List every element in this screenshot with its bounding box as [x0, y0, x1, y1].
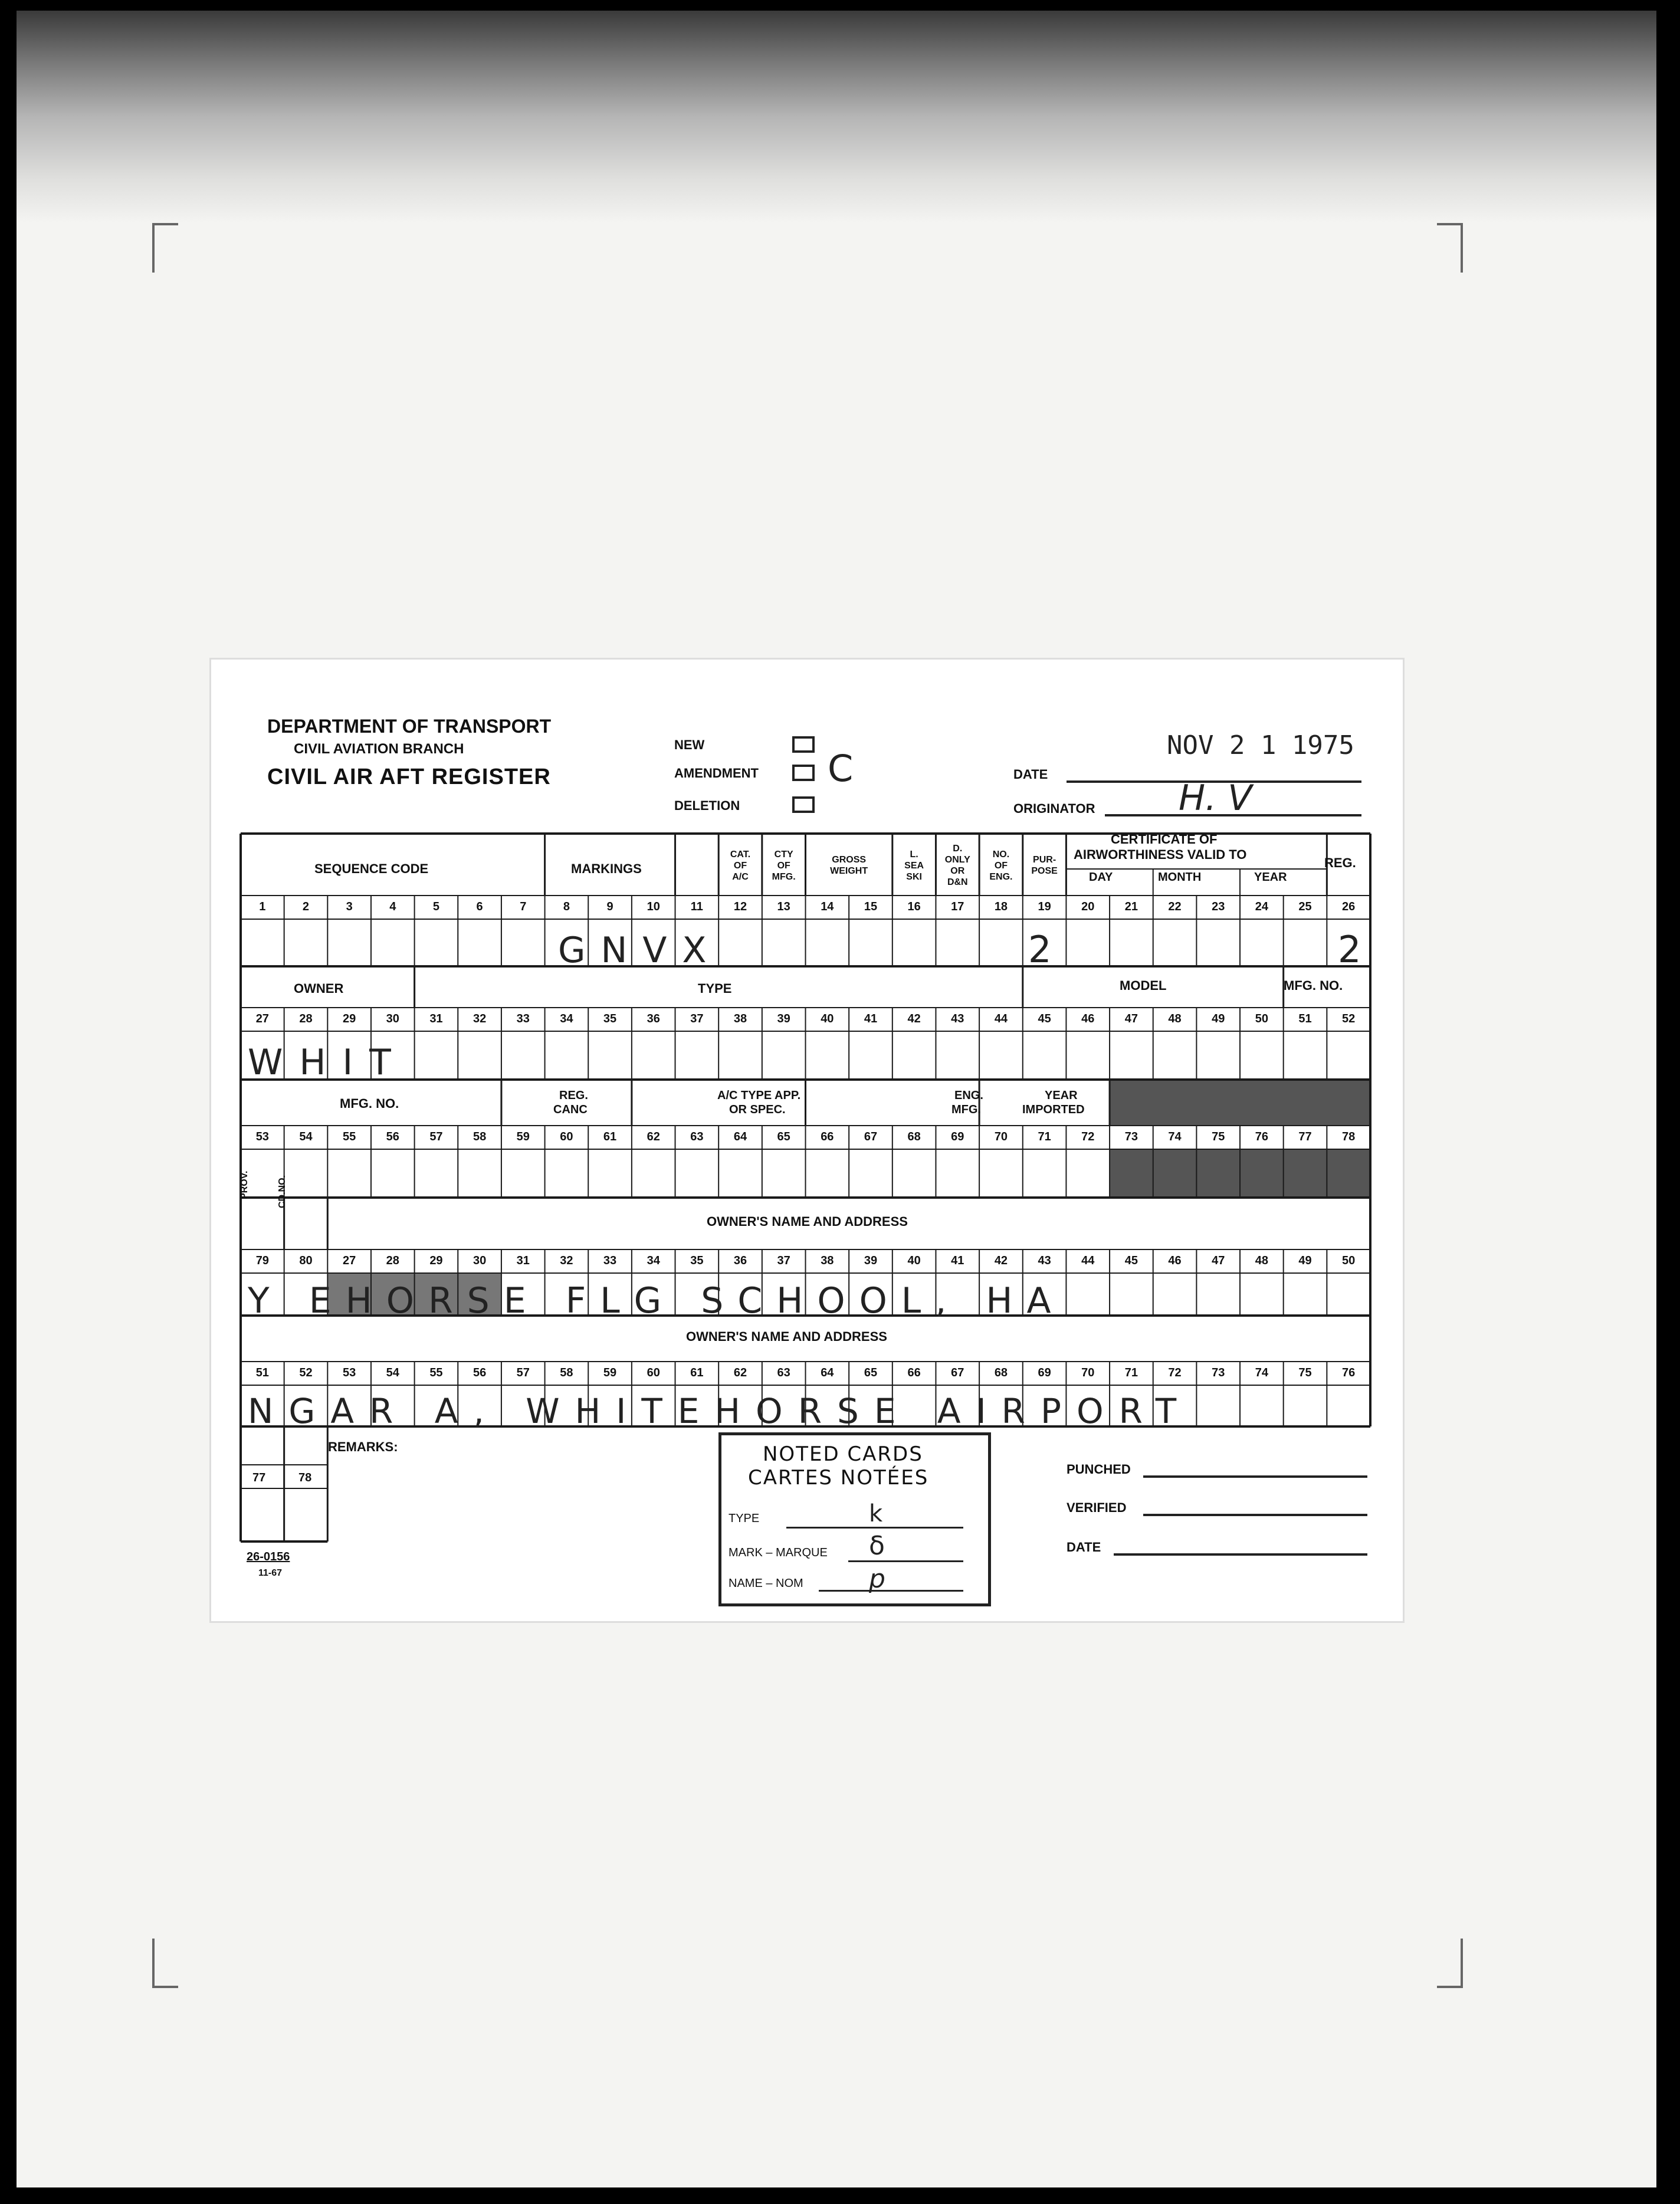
shaded-header-cells	[1110, 1080, 1370, 1126]
row5-col-59: 59	[603, 1366, 617, 1379]
row5-col-70: 70	[1081, 1366, 1095, 1379]
row4-col-42: 42	[994, 1254, 1008, 1267]
row4-col-80: 80	[299, 1254, 313, 1267]
row5-col-69: 69	[1038, 1366, 1051, 1379]
row1-col-10: 10	[647, 900, 660, 913]
registration-card	[211, 660, 1403, 1621]
row1-col-7: 7	[520, 900, 527, 913]
row4-col-49: 49	[1298, 1254, 1312, 1267]
form-number: 26-0156	[247, 1550, 290, 1563]
corner-mark-top-left	[152, 223, 178, 273]
header-no_eng-2: ENG.	[989, 871, 1013, 882]
row1-col-1: 1	[259, 900, 266, 913]
row4-col-34: 34	[647, 1254, 660, 1267]
row1-col-2: 2	[302, 900, 310, 913]
verified-line	[1143, 1514, 1367, 1516]
row5-col-55: 55	[429, 1366, 443, 1379]
row2-col-29: 29	[343, 1012, 356, 1025]
amendment-label: AMENDMENT	[674, 766, 759, 780]
ac-type-header-line2: OR SPEC.	[729, 1103, 786, 1116]
row5-col-74: 74	[1255, 1366, 1268, 1379]
row5-col-53: 53	[343, 1366, 356, 1379]
stamp-mark-value: δ	[869, 1531, 885, 1561]
footer-col-77: 77	[252, 1471, 266, 1484]
footer-date-line	[1114, 1553, 1367, 1556]
stamp-name-value: p	[869, 1564, 885, 1594]
row5-col-68: 68	[994, 1366, 1008, 1379]
row2-col-27: 27	[255, 1012, 269, 1025]
deletion-checkbox[interactable]	[792, 796, 815, 813]
stamp-title-fr: CARTES NOTÉES	[748, 1466, 929, 1490]
stamp-type-value: k	[869, 1500, 883, 1527]
row1-col-17: 17	[951, 900, 964, 913]
row3-col-64: 64	[733, 1130, 747, 1143]
row2-col-46: 46	[1081, 1012, 1095, 1025]
row3-col-70: 70	[994, 1130, 1008, 1143]
row3-col-67: 67	[864, 1130, 878, 1143]
month-header: MONTH	[1158, 871, 1202, 884]
row2-col-42: 42	[907, 1012, 921, 1025]
row3-col-60: 60	[560, 1130, 573, 1143]
row5-col-76: 76	[1342, 1366, 1356, 1379]
header-l_sea-2: SKI	[906, 871, 922, 882]
row4-col-32: 32	[560, 1254, 573, 1267]
row1-col-25: 25	[1298, 900, 1312, 913]
certificate-header-line1: CERTIFICATE OF	[1111, 832, 1218, 847]
owners-name-header-row4: OWNER'S NAME AND ADDRESS	[707, 1214, 908, 1229]
stamp-name-label: NAME – NOM	[729, 1577, 803, 1590]
amendment-checkbox[interactable]	[792, 765, 815, 781]
row3-col-63: 63	[690, 1130, 704, 1143]
stamp-mark-line	[848, 1560, 963, 1562]
row2-col-37: 37	[690, 1012, 704, 1025]
row2-col-36: 36	[647, 1012, 660, 1025]
row5-col-51: 51	[255, 1366, 269, 1379]
row1-col-3: 3	[346, 900, 353, 913]
header-d_only-2: OR	[950, 866, 965, 876]
film-sheet	[17, 11, 1656, 2187]
row1-col-9: 9	[606, 900, 613, 913]
footer-col-78: 78	[298, 1471, 312, 1484]
stamp-name-line	[819, 1590, 963, 1592]
header-d_only-0: D.	[953, 844, 963, 854]
row2-col-44: 44	[994, 1012, 1008, 1025]
row2-col-47: 47	[1124, 1012, 1138, 1025]
prov-header: PROV.	[239, 1170, 250, 1199]
row5-col-73: 73	[1212, 1366, 1225, 1379]
punched-label: PUNCHED	[1067, 1462, 1131, 1477]
row1-col-8: 8	[563, 900, 570, 913]
row4-col-79: 79	[255, 1254, 269, 1267]
row3-col-71: 71	[1038, 1130, 1051, 1143]
row3-col-61: 61	[603, 1130, 617, 1143]
noted-cards-stamp	[718, 1432, 991, 1606]
row2-col-50: 50	[1255, 1012, 1268, 1025]
form-revision: 11-67	[258, 1568, 283, 1578]
header-cat-1: OF	[733, 860, 747, 871]
header-purpose-1: POSE	[1031, 866, 1058, 876]
exposure-band	[17, 11, 1656, 223]
mfg-no-header-row3: MFG. NO.	[340, 1096, 399, 1111]
row3-col-73: 73	[1124, 1130, 1138, 1143]
header-cty-0: CTY	[774, 849, 793, 860]
row4-col-35: 35	[690, 1254, 704, 1267]
row4-col-45: 45	[1124, 1254, 1138, 1267]
row2-col-48: 48	[1168, 1012, 1182, 1025]
header-purpose-0: PUR-	[1033, 855, 1056, 865]
row1-col-19: 19	[1038, 900, 1051, 913]
row2-col-41: 41	[864, 1012, 878, 1025]
row2-col-34: 34	[560, 1012, 573, 1025]
row4-col-29: 29	[429, 1254, 443, 1267]
row3-col-77: 77	[1298, 1130, 1312, 1143]
row5-col-65: 65	[864, 1366, 878, 1379]
owner-address-line1: Y EHORSE FLG SCHOOL, HA	[248, 1280, 1065, 1321]
row5-col-62: 62	[733, 1366, 747, 1379]
row5-col-52: 52	[299, 1366, 313, 1379]
punched-line	[1143, 1475, 1367, 1478]
originator-initials: H. V	[1179, 778, 1252, 819]
eng-mfg-header-line1: ENG.	[954, 1089, 983, 1102]
row1-col-12: 12	[733, 900, 747, 913]
cd-no-header: CD.NO.	[277, 1175, 287, 1208]
row1-col-15: 15	[864, 900, 878, 913]
row2-col-35: 35	[603, 1012, 617, 1025]
row3-col-59: 59	[516, 1130, 530, 1143]
row5-col-66: 66	[907, 1366, 921, 1379]
register-title: CIVIL AIR AFT REGISTER	[267, 765, 551, 789]
row5-col-67: 67	[951, 1366, 964, 1379]
remarks-label: REMARKS:	[328, 1439, 398, 1454]
row5-col-72: 72	[1168, 1366, 1182, 1379]
row5-col-75: 75	[1298, 1366, 1312, 1379]
row1-col-24: 24	[1255, 900, 1268, 913]
department-title: DEPARTMENT OF TRANSPORT	[267, 716, 552, 737]
eng-mfg-header-line2: MFG.	[951, 1103, 981, 1116]
reg-canc-header-line2: CANC	[553, 1103, 588, 1116]
row4-col-31: 31	[516, 1254, 530, 1267]
row2-col-31: 31	[429, 1012, 443, 1025]
row4-col-47: 47	[1212, 1254, 1225, 1267]
row4-col-39: 39	[864, 1254, 878, 1267]
date-stamp: NOV 2 1 1975	[1167, 730, 1354, 760]
row3-col-65: 65	[777, 1130, 790, 1143]
deletion-label: DELETION	[674, 798, 740, 813]
row4-col-50: 50	[1342, 1254, 1356, 1267]
row3-col-68: 68	[907, 1130, 921, 1143]
row3-col-69: 69	[951, 1130, 964, 1143]
header-cat-2: A/C	[732, 871, 749, 882]
row5-col-57: 57	[516, 1366, 530, 1379]
row4-col-46: 46	[1168, 1254, 1182, 1267]
row2-col-40: 40	[821, 1012, 834, 1025]
row4-col-43: 43	[1038, 1254, 1051, 1267]
row3-col-66: 66	[821, 1130, 834, 1143]
row3-col-53: 53	[255, 1130, 269, 1143]
header-d_only-3: D&N	[947, 877, 968, 887]
certificate-header-line2: AIRWORTHINESS VALID TO	[1074, 847, 1247, 862]
date-label: DATE	[1013, 767, 1048, 782]
row1-col-13: 13	[777, 900, 790, 913]
stamp-title-en: NOTED CARDS	[763, 1442, 923, 1466]
amendment-mark: C	[828, 747, 854, 790]
row3-col-54: 54	[299, 1130, 313, 1143]
header-cty-1: OF	[777, 860, 790, 871]
row1-col-6: 6	[476, 900, 483, 913]
row4-col-28: 28	[386, 1254, 399, 1267]
reg-value: 2	[1338, 928, 1361, 971]
row4-col-41: 41	[951, 1254, 964, 1267]
row5-col-64: 64	[821, 1366, 834, 1379]
row2-col-51: 51	[1298, 1012, 1312, 1025]
owner-header: OWNER	[294, 981, 344, 996]
row3-col-72: 72	[1081, 1130, 1095, 1143]
row2-col-28: 28	[299, 1012, 313, 1025]
row4-col-38: 38	[821, 1254, 834, 1267]
header-l_sea-0: L.	[910, 849, 918, 860]
row5-col-60: 60	[647, 1366, 660, 1379]
row4-col-30: 30	[472, 1254, 487, 1267]
stamp-mark-label: MARK – MARQUE	[729, 1546, 828, 1559]
reg-canc-header-line1: REG.	[559, 1089, 588, 1102]
row4-col-44: 44	[1081, 1254, 1095, 1267]
header-gross-1: WEIGHT	[830, 866, 868, 876]
day-header: DAY	[1089, 871, 1113, 884]
new-label: NEW	[674, 737, 705, 752]
markings-value: GNVX	[558, 930, 722, 971]
header-d_only-1: ONLY	[944, 855, 970, 865]
row2-col-45: 45	[1038, 1012, 1051, 1025]
row1-col-26: 26	[1342, 900, 1356, 913]
row5-col-54: 54	[386, 1366, 399, 1379]
row4-col-40: 40	[907, 1254, 921, 1267]
owners-name-header-row5: OWNER'S NAME AND ADDRESS	[686, 1329, 887, 1344]
row4-col-33: 33	[603, 1254, 617, 1267]
ac-type-header-line1: A/C TYPE APP.	[717, 1089, 801, 1102]
owner-value: WHIT	[248, 1042, 408, 1083]
sequence-code-header: SEQUENCE CODE	[314, 861, 429, 876]
row1-col-18: 18	[994, 900, 1008, 913]
stamp-type-label: TYPE	[729, 1512, 760, 1525]
row1-col-21: 21	[1124, 900, 1138, 913]
row3-col-58: 58	[472, 1130, 487, 1143]
row2-col-43: 43	[951, 1012, 964, 1025]
row5-col-63: 63	[777, 1366, 790, 1379]
row1-col-4: 4	[389, 900, 396, 913]
year-imported-line1: YEAR	[1045, 1089, 1078, 1102]
footer-date-label: DATE	[1067, 1540, 1101, 1554]
row3-col-55: 55	[343, 1130, 356, 1143]
row5-col-61: 61	[690, 1366, 704, 1379]
year-imported-line2: IMPORTED	[1022, 1103, 1085, 1116]
row2-col-49: 49	[1212, 1012, 1225, 1025]
row2-col-39: 39	[777, 1012, 790, 1025]
model-header: MODEL	[1120, 978, 1167, 993]
header-l_sea-1: SEA	[904, 860, 924, 871]
row1-col-11: 11	[690, 900, 703, 913]
row4-col-36: 36	[733, 1254, 747, 1267]
row1-col-23: 23	[1212, 900, 1225, 913]
corner-mark-bottom-left	[152, 1939, 178, 1988]
row3-col-78: 78	[1342, 1130, 1356, 1143]
mfg-no-header: MFG. NO.	[1284, 978, 1343, 993]
row2-col-30: 30	[386, 1012, 399, 1025]
owner-address-line2: NGAR A, WHITEHORSE AIRPORT	[248, 1391, 1192, 1431]
row1-col-16: 16	[907, 900, 921, 913]
type-header: TYPE	[698, 981, 732, 996]
branch-title: CIVIL AVIATION BRANCH	[294, 741, 464, 757]
row5-col-71: 71	[1124, 1366, 1138, 1379]
row5-col-58: 58	[560, 1366, 573, 1379]
row5-col-56: 56	[472, 1366, 487, 1379]
row2-col-33: 33	[516, 1012, 530, 1025]
purpose-value: 2	[1028, 928, 1052, 971]
row3-col-75: 75	[1212, 1130, 1225, 1143]
header-no_eng-1: OF	[994, 860, 1008, 871]
row4-col-48: 48	[1255, 1254, 1268, 1267]
reg-header: REG.	[1324, 855, 1356, 870]
header-no_eng-0: NO.	[992, 849, 1010, 860]
row3-col-56: 56	[386, 1130, 399, 1143]
corner-mark-top-right	[1437, 223, 1463, 273]
row3-col-57: 57	[429, 1130, 443, 1143]
year-header: YEAR	[1254, 871, 1287, 884]
row1-col-14: 14	[821, 900, 834, 913]
markings-header: MARKINGS	[571, 861, 642, 876]
row3-col-76: 76	[1255, 1130, 1268, 1143]
row2-col-38: 38	[733, 1012, 747, 1025]
header-cat-0: CAT.	[730, 849, 751, 860]
row4-col-27: 27	[343, 1254, 356, 1267]
corner-mark-bottom-right	[1437, 1939, 1463, 1988]
row4-col-37: 37	[777, 1254, 790, 1267]
row3-col-74: 74	[1168, 1130, 1182, 1143]
originator-label: ORIGINATOR	[1013, 801, 1095, 816]
new-checkbox[interactable]	[792, 736, 815, 753]
header-gross-0: GROSS	[832, 855, 867, 865]
row1-col-20: 20	[1081, 900, 1095, 913]
row3-col-62: 62	[647, 1130, 660, 1143]
row1-col-5: 5	[432, 900, 439, 913]
row1-col-22: 22	[1168, 900, 1182, 913]
row2-col-52: 52	[1342, 1012, 1356, 1025]
header-cty-2: MFG.	[772, 871, 796, 882]
verified-label: VERIFIED	[1067, 1500, 1127, 1515]
row2-col-32: 32	[472, 1012, 487, 1025]
